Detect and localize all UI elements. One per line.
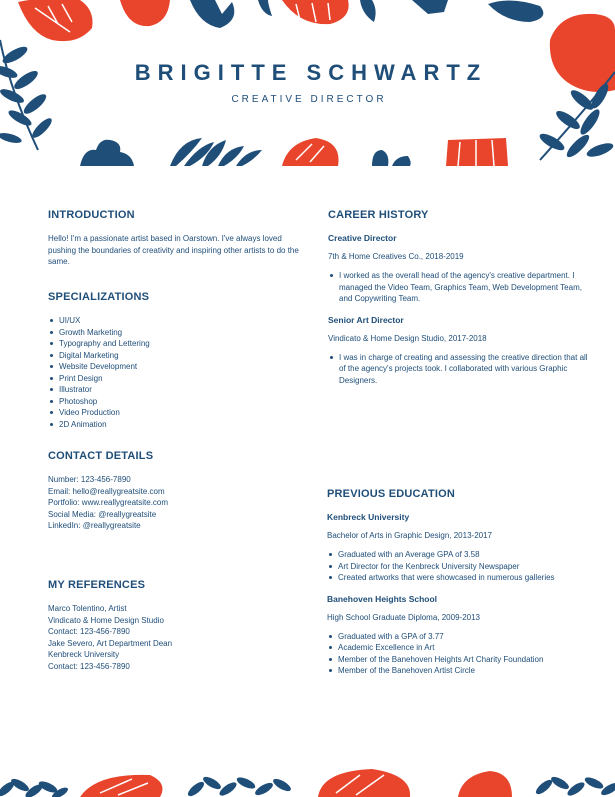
job-organization: 7th & Home Creatives Co., 2018-2019 [328, 252, 464, 261]
list-item: I worked as the overall head of the agency's creative department. I managed the Video Team, Graphics Team, Web Development Team, and Copywriting Team. [328, 270, 590, 305]
reference-line: Contact: 123-456-7890 [48, 627, 130, 636]
blue-leaf-fan-shape [170, 138, 262, 166]
blue-coral-shape [80, 140, 134, 166]
list-item: UI/UX [48, 315, 310, 327]
list-item: Website Development [48, 361, 310, 373]
bottom-leaf-decoration [0, 765, 615, 797]
list-item: Art Director for the Kenbreck University Newspaper [327, 561, 589, 573]
reference-line: Kenbreck University [48, 650, 120, 659]
blue-coral-shape [372, 150, 388, 166]
reference-line: Vindicato & Home Design Studio [48, 615, 164, 625]
school-degree: Bachelor of Arts in Graphic Design, 2013-2017 [327, 531, 492, 540]
orange-leaf-shape [318, 769, 410, 797]
contact-linkedin: LinkedIn: @reallygreatsite [48, 521, 141, 530]
contact-portfolio: Portfolio: www.reallygreatsite.com [48, 498, 169, 507]
list-item: Graduated with an Average GPA of 3.58 [327, 549, 589, 561]
list-item: Academic Excellence in Art [327, 642, 589, 654]
school-degree: High School Graduate Diploma, 2009-2013 [327, 612, 480, 622]
reference-line: Jake Severo, Art Department Dean [48, 638, 173, 648]
orange-leaf-shape [446, 138, 508, 166]
list-item: Illustrator [48, 384, 310, 396]
job-entry [328, 233, 590, 305]
list-item: Video Production [48, 407, 310, 419]
list-item: Print Design [48, 373, 310, 385]
list-item: Member of the Banehoven Artist Circle [327, 665, 589, 677]
job-bullets [328, 270, 590, 305]
reference-line: Contact: 123-456-7890 [48, 661, 130, 671]
introduction-section [48, 209, 310, 268]
introduction-heading: INTRODUCTION [48, 209, 135, 221]
blue-fern-shape [0, 777, 70, 797]
orange-blob-shape [458, 771, 512, 797]
school-bullets [327, 631, 589, 677]
contact-phone: Number: 123-456-7890 [48, 475, 131, 484]
references-section [48, 579, 310, 672]
job-title: Senior Art Director [328, 314, 404, 325]
school-bullets [327, 549, 589, 584]
contact-section [48, 450, 310, 532]
job-title: Creative Director [328, 233, 397, 243]
blue-fern-shape [534, 775, 615, 797]
blue-leaf-shape [190, 0, 234, 28]
list-item: I was in charge of creating and assessing the creative direction that all of the agency's projects took. I collaborated with various Graphic Designers. [328, 352, 590, 387]
school-entry [327, 512, 589, 584]
career-heading: CAREER HISTORY [328, 209, 429, 221]
blue-blob-shape [488, 0, 543, 22]
career-section [328, 209, 590, 386]
list-item: Digital Marketing [48, 350, 310, 362]
reference-line: Marco Tolentino, Artist [48, 604, 127, 613]
list-item: Created artworks that were showcased in numerous galleries [327, 572, 589, 584]
list-item: Growth Marketing [48, 327, 310, 339]
contact-social: Social Media: @reallygreatsite [48, 509, 157, 519]
list-item: Member of the Banehoven Heights Art Charity Foundation [327, 654, 589, 666]
introduction-text: Hello! I'm a passionate artist based in Oarstown. I've always loved pushing the boundaries of creativity and inspiring other artists to do the same. [48, 234, 299, 266]
contact-email: Email: hello@reallygreatsite.com [48, 486, 165, 496]
school-name: Banehoven Heights School [327, 593, 438, 604]
candidate-name: BRIGITTE SCHWARTZ [134, 60, 488, 85]
education-heading: PREVIOUS EDUCATION [327, 488, 456, 500]
references-heading: MY REFERENCES [48, 579, 146, 591]
list-item: Graduated with a GPA of 3.77 [327, 631, 589, 643]
list-item: Photoshop [48, 396, 310, 408]
school-name: Kenbreck University [327, 512, 410, 522]
job-organization: Vindicato & Home Design Studio, 2017-2018 [328, 333, 487, 343]
orange-blob-shape [120, 0, 170, 26]
specializations-heading: SPECIALIZATIONS [48, 291, 150, 303]
blue-fern-shape [186, 775, 293, 797]
specializations-list [48, 315, 310, 430]
job-entry [328, 315, 590, 387]
contact-heading: CONTACT DETAILS [48, 450, 154, 462]
list-item: Typography and Lettering [48, 338, 310, 350]
job-bullets [328, 352, 590, 387]
education-section [327, 488, 589, 677]
candidate-role: CREATIVE DIRECTOR [231, 94, 387, 105]
resume-header [0, 60, 615, 105]
school-entry [327, 594, 589, 677]
list-item: 2D Animation [48, 419, 310, 431]
blue-leaf-shape [360, 0, 376, 22]
specializations-section [48, 291, 310, 430]
